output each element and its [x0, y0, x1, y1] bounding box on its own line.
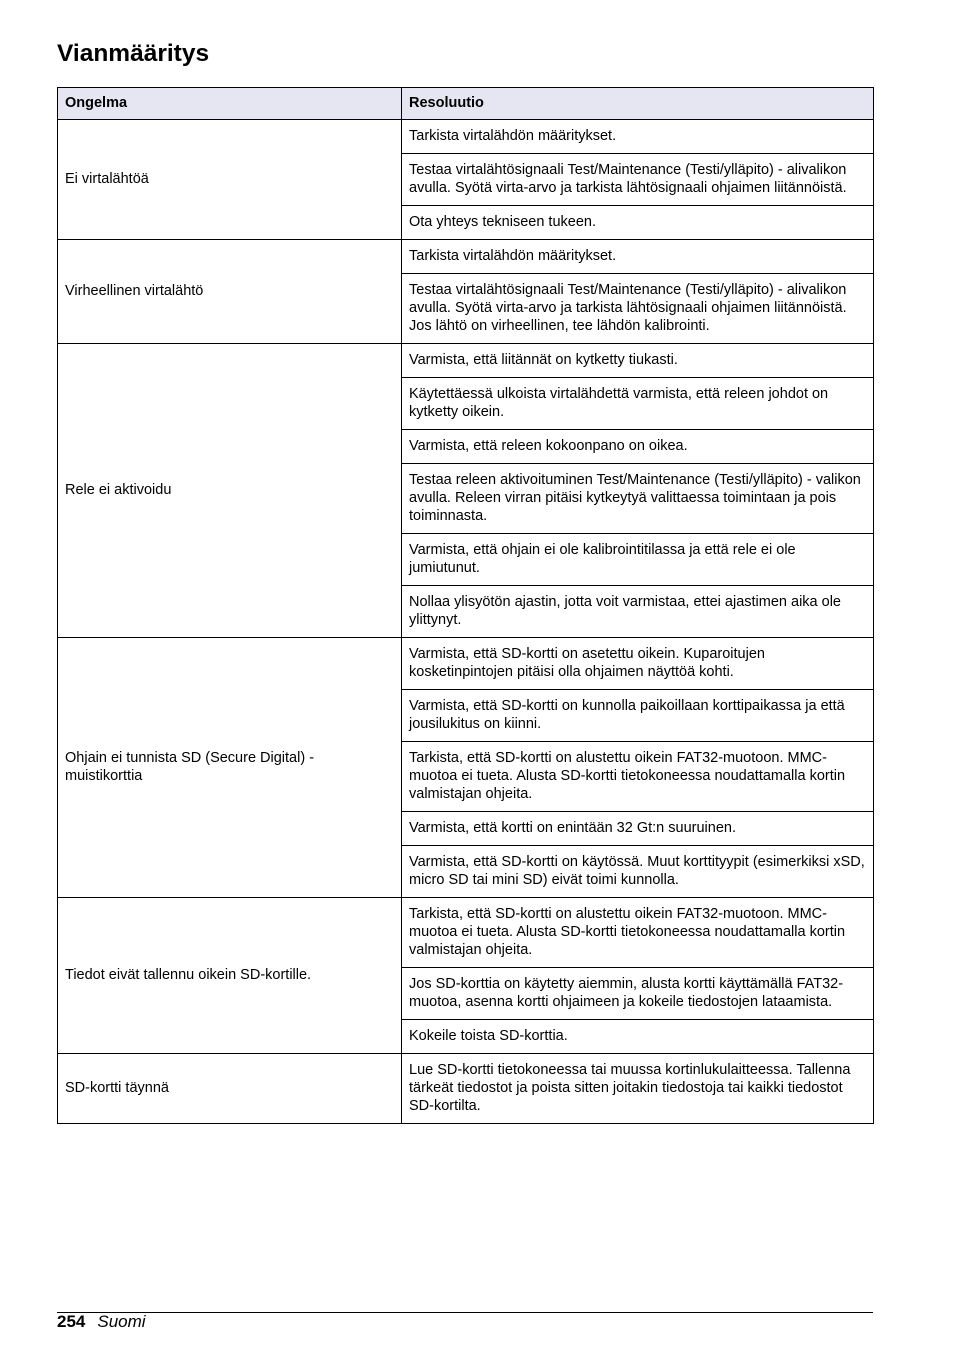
- table-header-row: [58, 88, 874, 120]
- resolution-cell: Kokeile toista SD-korttia.: [402, 1020, 874, 1054]
- resolution-cell: Varmista, että releen kokoonpano on oikea.: [402, 430, 874, 464]
- header-problem: Ongelma: [58, 88, 402, 120]
- resolution-cell: Varmista, että liitännät on kytketty tiukasti.: [402, 344, 874, 378]
- resolution-cell: Jos SD-korttia on käytetty aiemmin, alusta kortti käyttämällä FAT32-muotoa, asenna kortti ohjaimeen ja kokeile tiedostojen lataamista.: [402, 968, 874, 1020]
- table-row: [58, 898, 874, 968]
- problem-cell: Rele ei aktivoidu: [58, 344, 402, 638]
- table-row: [58, 1054, 874, 1124]
- troubleshooting-table: [57, 87, 874, 1124]
- table-row: [58, 120, 874, 154]
- resolution-cell: Testaa releen aktivoituminen Test/Maintenance (Testi/ylläpito) - valikon avulla. Releen virran pitäisi kytkeytyä valittaessa toimintaan ja pois toiminnasta.: [402, 464, 874, 534]
- resolution-cell: Nollaa ylisyötön ajastin, jotta voit varmistaa, ettei ajastimen aika ole ylittynyt.: [402, 586, 874, 638]
- resolution-cell: Varmista, että SD-kortti on kunnolla paikoillaan korttipaikassa ja että jousilukitus on kiinni.: [402, 690, 874, 742]
- page-title: Vianmääritys: [57, 40, 210, 67]
- resolution-cell: Käytettäessä ulkoista virtalähdettä varmista, että releen johdot on kytketty oikein.: [402, 378, 874, 430]
- problem-cell: SD-kortti täynnä: [58, 1054, 402, 1124]
- page-footer: [57, 1312, 146, 1332]
- problem-cell: Virheellinen virtalähtö: [58, 240, 402, 344]
- resolution-cell: Ota yhteys tekniseen tukeen.: [402, 206, 874, 240]
- table-row: [58, 344, 874, 378]
- resolution-cell: Varmista, että SD-kortti on asetettu oikein. Kuparoitujen kosketinpintojen pitäisi olla ohjaimen näyttöä kohti.: [402, 638, 874, 690]
- page-number: 254: [57, 1312, 86, 1331]
- resolution-cell: Varmista, että SD-kortti on käytössä. Muut korttityypit (esimerkiksi xSD, micro SD tai mini SD) eivät toimi kunnolla.: [402, 846, 874, 898]
- resolution-cell: Varmista, että ohjain ei ole kalibrointitilassa ja että rele ei ole jumiutunut.: [402, 534, 874, 586]
- footer-divider: [57, 1312, 873, 1313]
- resolution-cell: Tarkista, että SD-kortti on alustettu oikein FAT32-muotoon. MMC-muotoa ei tueta. Alusta SD-kortti tietokoneessa noudattamalla kortin valmistajan ohjeita.: [402, 898, 874, 968]
- problem-cell: Ei virtalähtöä: [58, 120, 402, 240]
- resolution-cell: Tarkista, että SD-kortti on alustettu oikein FAT32-muotoon. MMC-muotoa ei tueta. Alusta SD-kortti tietokoneessa noudattamalla kortin valmistajan ohjeita.: [402, 742, 874, 812]
- problem-cell: Tiedot eivät tallennu oikein SD-kortille.: [58, 898, 402, 1054]
- resolution-cell: Varmista, että kortti on enintään 32 Gt:n suuruinen.: [402, 812, 874, 846]
- resolution-cell: Tarkista virtalähdön määritykset.: [402, 120, 874, 154]
- footer-language: Suomi: [97, 1312, 146, 1331]
- resolution-cell: Tarkista virtalähdön määritykset.: [402, 240, 874, 274]
- table-row: [58, 638, 874, 690]
- resolution-cell: Testaa virtalähtösignaali Test/Maintenance (Testi/ylläpito) - alivalikon avulla. Syötä virta-arvo ja tarkista lähtösignaali ohjaimen liitännöistä.: [402, 154, 874, 206]
- resolution-cell: Testaa virtalähtösignaali Test/Maintenance (Testi/ylläpito) - alivalikon avulla. Syötä virta-arvo ja tarkista lähtösignaali ohjaimen liitännöistä. Jos lähtö on virheellinen, tee lähdön kalibrointi.: [402, 274, 874, 344]
- table-row: [58, 240, 874, 274]
- header-resolution: Resoluutio: [402, 88, 874, 120]
- table-body: [58, 120, 874, 1124]
- resolution-cell: Lue SD-kortti tietokoneessa tai muussa kortinlukulaitteessa. Tallenna tärkeät tiedostot ja poista sitten joitakin tiedostoja tai kaikki tiedostot SD-kortilta.: [402, 1054, 874, 1124]
- problem-cell: Ohjain ei tunnista SD (Secure Digital) - muistikorttia: [58, 638, 402, 898]
